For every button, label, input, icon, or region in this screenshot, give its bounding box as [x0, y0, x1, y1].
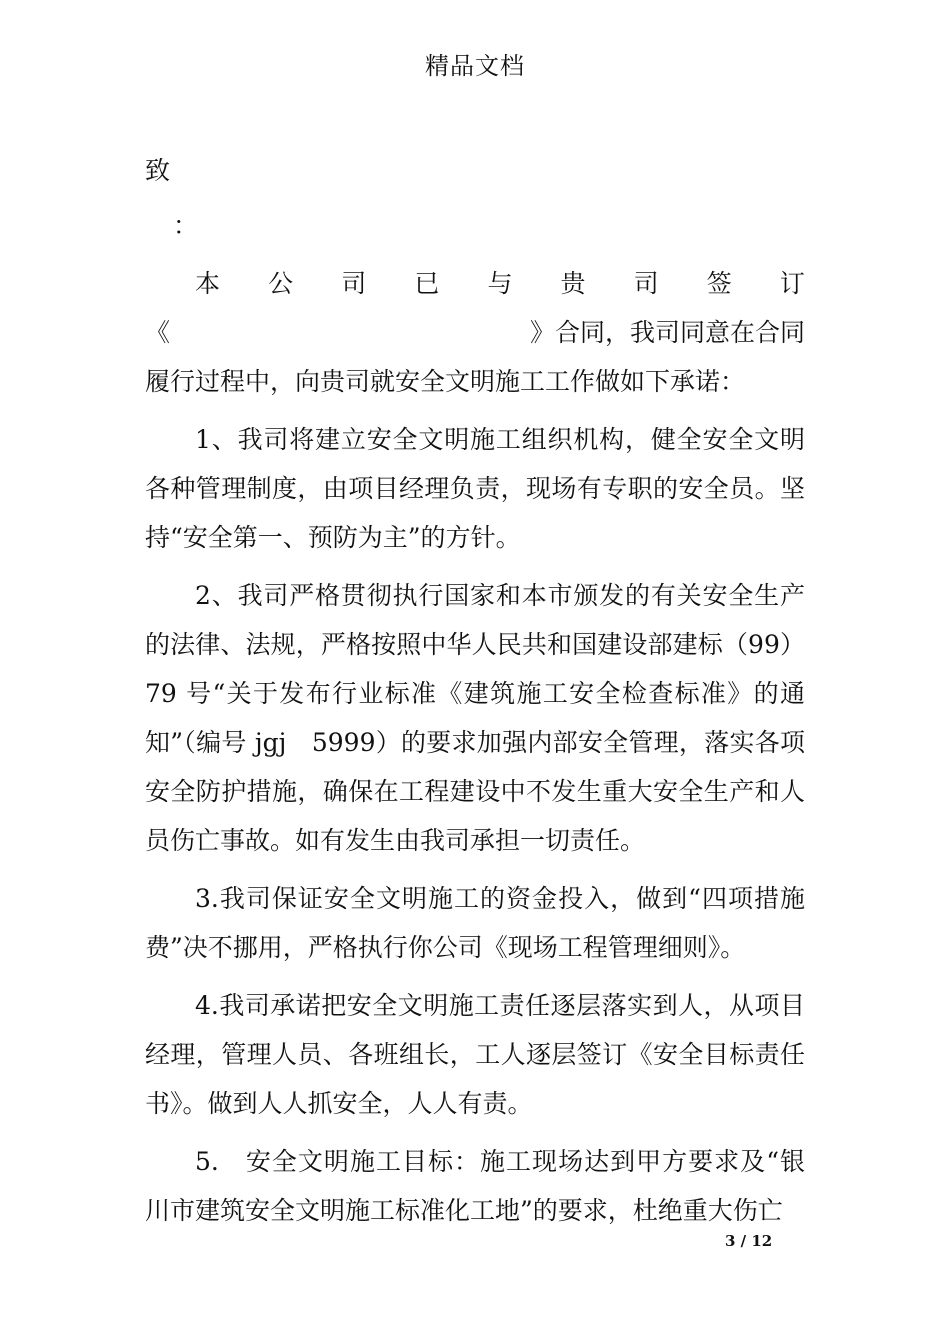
intro-char: 与	[487, 269, 513, 298]
intro-char: 司	[633, 269, 659, 298]
commitment-paragraph-4: 4.我司承诺把安全文明施工责任逐层落实到人，从项目经理，管理人员、各班组长，工人逐层签订《安全目标责任书》。做到人人抓安全，人人有责。	[145, 991, 805, 1118]
commitment-paragraph-2: 2、我司严格贯彻执行国家和本市颁发的有关安全生产的法律、法规，严格按照中华人民共和国建设部建标（99）79 号“关于发布行业标准《建筑施工安全检查标准》的通知”（编号 jgj 5999）的要求加强内部安全管理，落实各项安全防护措施，确保在工程建设中不发生重大安全生产和人员伤亡事故。如有发生由我司承担一切责任。	[145, 581, 805, 855]
intro-char: 公	[268, 269, 294, 298]
salutation: 致	[145, 156, 171, 185]
intro-char: 司	[341, 269, 367, 298]
page-header-title: 精品文档	[425, 52, 525, 80]
intro-line-2	[145, 308, 805, 357]
commitment-paragraph-5: 5. 安全文明施工目标：施工现场达到甲方要求及“银川市建筑安全文明施工标准化工地”的要求，杜绝重大伤亡	[145, 1147, 805, 1225]
intro-char: 签	[706, 269, 732, 298]
contract-close-tail: 》合同，我司同意在合同	[529, 318, 805, 347]
intro-char: 贵	[560, 269, 586, 298]
letter-body	[145, 146, 805, 1244]
intro-line-3: 履行过程中，向贵司就安全文明施工工作做如下承诺：	[145, 367, 746, 396]
commitment-paragraph-3: 3.我司保证安全文明施工的资金投入，做到“四项措施费”决不挪用，严格执行你公司《现场工程管理细则》。	[145, 884, 805, 962]
intro-char: 已	[414, 269, 440, 298]
page-number: 3 / 12	[725, 1232, 773, 1250]
intro-char: 本	[195, 269, 221, 298]
commitment-paragraph-1: 1、我司将建立安全文明施工组织机构，健全安全文明各种管理制度，由项目经理负责，现场有专职的安全员。坚持“安全第一、预防为主”的方针。	[145, 425, 805, 552]
salutation-colon: ：	[173, 211, 199, 240]
contract-open-bracket: 《	[145, 318, 171, 347]
intro-char: 订	[779, 269, 805, 298]
intro-line-1	[145, 259, 805, 308]
